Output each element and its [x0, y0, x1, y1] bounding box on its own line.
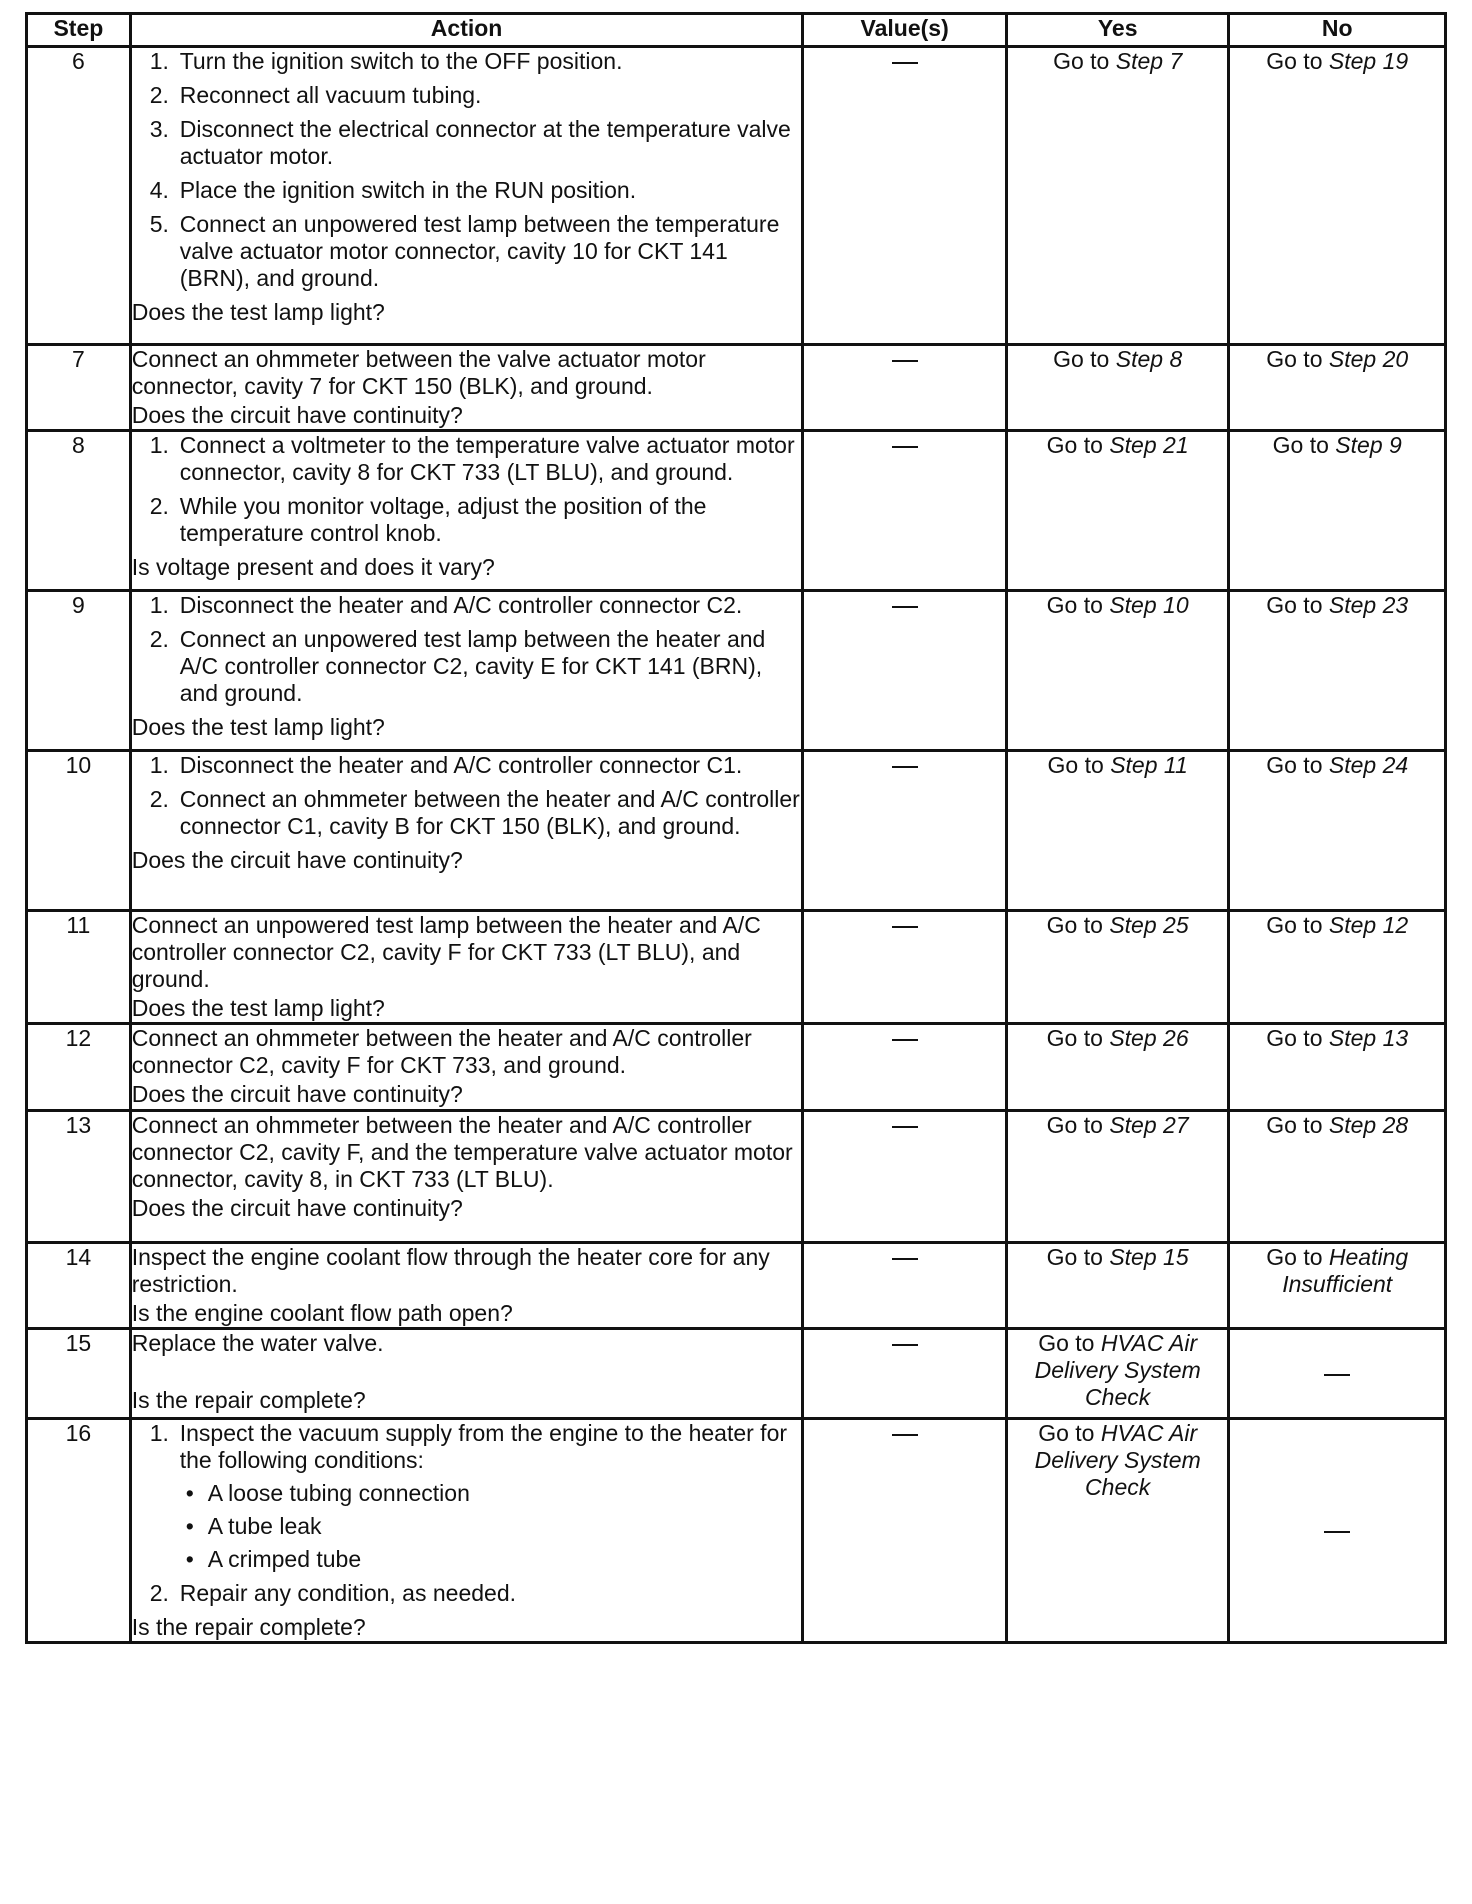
yes-goto-target[interactable]: Step 26: [1109, 1025, 1189, 1051]
value-cell: [803, 1111, 1006, 1243]
table-row: [27, 1419, 1446, 1643]
no-goto-prefix: Go to: [1266, 1112, 1329, 1138]
action-question: Does the circuit have continuity?: [131, 1195, 463, 1221]
action-step-text: Disconnect the heater and A/C controller connector C1.: [179, 752, 743, 778]
action-text: Connect an unpowered test lamp between the heater and A/C controller connector C2, cavity F for CKT 733 (LT BLU), and ground.: [131, 912, 761, 992]
no-goto-prefix: Go to: [1266, 912, 1329, 938]
action-question: Does the circuit have continuity?: [131, 402, 463, 428]
yes-goto-prefix: Go to: [1046, 1025, 1110, 1051]
no-result: [1229, 1024, 1446, 1111]
yes-goto-prefix: Go to: [1047, 752, 1111, 778]
value-dash: [892, 766, 918, 768]
action-step-number: 2.: [149, 493, 169, 519]
action-step-number: 1.: [149, 48, 169, 74]
value-dash: [892, 446, 918, 448]
action-text: Connect an ohmmeter between the heater and A/C controller connector C2, cavity F for CKT 733, and ground.: [131, 1025, 752, 1078]
action-step-number: 2.: [149, 626, 169, 652]
table-row: [27, 1111, 1446, 1243]
action-question: Does the test lamp light?: [131, 995, 385, 1021]
yes-result: [1006, 1419, 1229, 1643]
value-cell: [803, 911, 1006, 1024]
yes-goto-target[interactable]: Step 21: [1109, 432, 1189, 458]
action-step: [132, 493, 802, 547]
action-step-number: 1.: [149, 432, 169, 458]
action-step: [132, 432, 802, 486]
action-text: Connect an ohmmeter between the valve actuator motor connector, cavity 7 for CKT 150 (BLK), and ground.: [131, 346, 706, 399]
no-goto-prefix: Go to: [1266, 592, 1329, 618]
diagnostic-table: [25, 12, 1447, 1644]
action-question: Is the repair complete?: [131, 1387, 366, 1413]
step-number: 8: [27, 431, 131, 591]
action-cell: [130, 591, 803, 751]
action-step-number: 1.: [149, 1420, 169, 1446]
action-step-number: 3.: [149, 116, 169, 142]
header-values: Value(s): [803, 14, 1006, 47]
condition-item: [180, 1480, 802, 1507]
yes-goto-target[interactable]: Step 15: [1109, 1244, 1189, 1270]
yes-goto-prefix: Go to: [1053, 48, 1116, 74]
no-result: [1229, 751, 1446, 911]
yes-result: [1006, 1329, 1229, 1419]
condition-text: A crimped tube: [207, 1546, 362, 1572]
table-row: [27, 431, 1446, 591]
action-step: [132, 626, 802, 707]
no-goto-dash: [1324, 1531, 1350, 1533]
action-text: Connect an ohmmeter between the heater and A/C controller connector C2, cavity F, and the temperature valve actuator motor connector, cavity 8, in CKT 733 (LT BLU).: [131, 1112, 793, 1192]
spacer: [132, 1357, 802, 1385]
no-goto-prefix: Go to: [1266, 1244, 1329, 1270]
action-step-number: 4.: [149, 177, 169, 203]
action-question: Is the engine coolant flow path open?: [131, 1300, 513, 1326]
header-action: Action: [130, 14, 803, 47]
no-result: [1229, 345, 1446, 431]
action-step-text: Place the ignition switch in the RUN position.: [179, 177, 637, 203]
value-dash: [892, 926, 918, 928]
action-step: [132, 48, 802, 75]
table-row: [27, 345, 1446, 431]
action-steps: [132, 1420, 802, 1607]
value-cell: [803, 751, 1006, 911]
value-dash: [892, 1434, 918, 1436]
action-step-text: Connect an unpowered test lamp between the temperature valve actuator motor connector, cavity 10 for CKT 141 (BRN), and ground.: [179, 211, 780, 291]
table-row: [27, 911, 1446, 1024]
yes-goto-prefix: Go to: [1046, 1112, 1110, 1138]
action-step-text: While you monitor voltage, adjust the position of the temperature control knob.: [179, 493, 707, 546]
step-number: 16: [27, 1419, 131, 1643]
action-cell: [130, 1024, 803, 1111]
action-steps: [132, 432, 802, 547]
no-goto-prefix: Go to: [1266, 48, 1329, 74]
no-goto-target[interactable]: Step 12: [1328, 912, 1409, 938]
action-step-text: Connect a voltmeter to the temperature valve actuator motor connector, cavity 8 for CKT 733 (LT BLU), and ground.: [179, 432, 795, 485]
yes-goto-prefix: Go to: [1038, 1330, 1101, 1356]
value-dash: [892, 1344, 918, 1346]
action-cell: [130, 911, 803, 1024]
no-goto-target[interactable]: Step 20: [1328, 346, 1409, 372]
table-body: [27, 47, 1446, 1643]
header-step: Step: [27, 14, 131, 47]
yes-goto-prefix: Go to: [1046, 592, 1110, 618]
yes-goto-target[interactable]: Step 10: [1109, 592, 1189, 618]
action-step: [132, 786, 802, 840]
action-step: [132, 211, 802, 292]
action-step: [132, 82, 802, 109]
action-cell: [130, 1243, 803, 1329]
table-row: [27, 1329, 1446, 1419]
condition-text: A loose tubing connection: [207, 1480, 470, 1506]
value-cell: [803, 1243, 1006, 1329]
action-question: Does the circuit have continuity?: [131, 1081, 463, 1107]
value-cell: [803, 591, 1006, 751]
value-cell: [803, 47, 1006, 345]
action-step-number: 2.: [149, 1580, 169, 1606]
yes-goto-target[interactable]: Step 8: [1115, 346, 1183, 372]
no-result: [1229, 431, 1446, 591]
no-goto-prefix: Go to: [1266, 1025, 1329, 1051]
action-cell: [130, 1329, 803, 1419]
action-question: Is the repair complete?: [131, 1614, 366, 1640]
yes-result: [1006, 47, 1229, 345]
action-cell: [130, 47, 803, 345]
step-number: 10: [27, 751, 131, 911]
yes-result: [1006, 1024, 1229, 1111]
yes-result: [1006, 751, 1229, 911]
no-goto-target[interactable]: Step 24: [1328, 752, 1409, 778]
no-result: [1229, 1243, 1446, 1329]
yes-goto-prefix: Go to: [1046, 912, 1110, 938]
action-step: [132, 592, 802, 619]
yes-result: [1006, 591, 1229, 751]
action-step-text: Turn the ignition switch to the OFF position.: [179, 48, 623, 74]
yes-goto-prefix: Go to: [1046, 432, 1110, 458]
header-no: No: [1229, 14, 1446, 47]
yes-goto-target[interactable]: Step 7: [1115, 48, 1183, 74]
value-dash: [892, 1126, 918, 1128]
table-row: [27, 751, 1446, 911]
condition-item: [180, 1513, 802, 1540]
action-cell: [130, 1419, 803, 1643]
no-goto-prefix: Go to: [1266, 346, 1329, 372]
action-step-number: 2.: [149, 82, 169, 108]
yes-goto-prefix: Go to: [1038, 1420, 1101, 1446]
action-question: Does the test lamp light?: [131, 714, 385, 740]
action-step-text: Disconnect the electrical connector at the temperature valve actuator motor.: [179, 116, 791, 169]
table-header-row: [27, 14, 1446, 47]
action-step-number: 5.: [149, 211, 169, 237]
yes-result: [1006, 431, 1229, 591]
bullet-icon: •: [185, 1513, 194, 1539]
action-step: [132, 177, 802, 204]
action-steps: [132, 48, 802, 292]
value-dash: [892, 606, 918, 608]
table-row: [27, 47, 1446, 345]
condition-text: A tube leak: [207, 1513, 322, 1539]
yes-goto-target[interactable]: Step 27: [1109, 1112, 1189, 1138]
yes-goto-target[interactable]: HVAC Air Delivery System Check: [1034, 1330, 1201, 1410]
no-goto-dash: [1324, 1374, 1350, 1376]
action-step-number: 1.: [149, 752, 169, 778]
action-step-text: Connect an ohmmeter between the heater and A/C controller connector C1, cavity B for CKT 150 (BLK), and ground.: [179, 786, 800, 839]
step-number: 12: [27, 1024, 131, 1111]
action-cell: [130, 345, 803, 431]
action-step-text: Repair any condition, as needed.: [179, 1580, 517, 1606]
no-goto-target[interactable]: Step 19: [1328, 48, 1409, 74]
no-result: [1229, 1329, 1446, 1419]
step-number: 9: [27, 591, 131, 751]
yes-result: [1006, 1243, 1229, 1329]
action-steps: [132, 752, 802, 840]
action-cell: [130, 431, 803, 591]
no-goto-target[interactable]: Step 28: [1328, 1112, 1409, 1138]
yes-goto-target[interactable]: Step 11: [1110, 752, 1188, 778]
value-cell: [803, 1024, 1006, 1111]
action-step-number: 1.: [149, 592, 169, 618]
action-step-text: Reconnect all vacuum tubing.: [179, 82, 482, 108]
step-number: 11: [27, 911, 131, 1024]
value-dash: [892, 62, 918, 64]
no-goto-target[interactable]: Step 13: [1328, 1025, 1409, 1051]
step-number: 13: [27, 1111, 131, 1243]
yes-result: [1006, 1111, 1229, 1243]
step-number: 15: [27, 1329, 131, 1419]
action-step-text: Inspect the vacuum supply from the engine to the heater for the following conditions:: [179, 1420, 788, 1473]
yes-result: [1006, 345, 1229, 431]
yes-goto-target[interactable]: HVAC Air Delivery System Check: [1034, 1420, 1201, 1500]
value-cell: [803, 1419, 1006, 1643]
action-step: [132, 1580, 802, 1607]
yes-goto-prefix: Go to: [1053, 346, 1116, 372]
action-step-text: Connect an unpowered test lamp between the heater and A/C controller connector C2, cavity E for CKT 141 (BRN), and ground.: [179, 626, 766, 706]
table-row: [27, 1243, 1446, 1329]
yes-goto-prefix: Go to: [1046, 1244, 1110, 1270]
yes-result: [1006, 911, 1229, 1024]
no-result: [1229, 591, 1446, 751]
action-step: [132, 1420, 802, 1573]
condition-item: [180, 1546, 802, 1573]
no-result: [1229, 1111, 1446, 1243]
condition-list: [180, 1480, 802, 1573]
action-step-number: 2.: [149, 786, 169, 812]
value-dash: [892, 1039, 918, 1041]
action-question: Is voltage present and does it vary?: [131, 554, 495, 580]
action-text: Replace the water valve.: [131, 1330, 384, 1356]
table-row: [27, 1024, 1446, 1111]
step-number: 7: [27, 345, 131, 431]
action-step: [132, 116, 802, 170]
value-cell: [803, 1329, 1006, 1419]
bullet-icon: •: [185, 1480, 194, 1506]
action-step-text: Disconnect the heater and A/C controller connector C2.: [179, 592, 743, 618]
no-goto-prefix: Go to: [1272, 432, 1336, 458]
yes-goto-target[interactable]: Step 25: [1109, 912, 1189, 938]
table-row: [27, 591, 1446, 751]
no-goto-prefix: Go to: [1266, 752, 1329, 778]
value-dash: [892, 1258, 918, 1260]
action-steps: [132, 592, 802, 707]
step-number: 6: [27, 47, 131, 345]
action-text: Inspect the engine coolant flow through the heater core for any restriction.: [131, 1244, 770, 1297]
step-number: 14: [27, 1243, 131, 1329]
action-question: Does the circuit have continuity?: [131, 847, 463, 873]
action-cell: [130, 1111, 803, 1243]
bullet-icon: •: [185, 1546, 194, 1572]
value-dash: [892, 360, 918, 362]
action-question: Does the test lamp light?: [131, 299, 385, 325]
no-goto-target[interactable]: Step 23: [1328, 592, 1409, 618]
action-step: [132, 752, 802, 779]
value-cell: [803, 431, 1006, 591]
no-goto-target[interactable]: Heating Insufficient: [1282, 1244, 1409, 1297]
value-cell: [803, 345, 1006, 431]
header-yes: Yes: [1006, 14, 1229, 47]
no-goto-target[interactable]: Step 9: [1335, 432, 1402, 458]
no-result: [1229, 911, 1446, 1024]
no-result: [1229, 1419, 1446, 1643]
action-cell: [130, 751, 803, 911]
no-result: [1229, 47, 1446, 345]
